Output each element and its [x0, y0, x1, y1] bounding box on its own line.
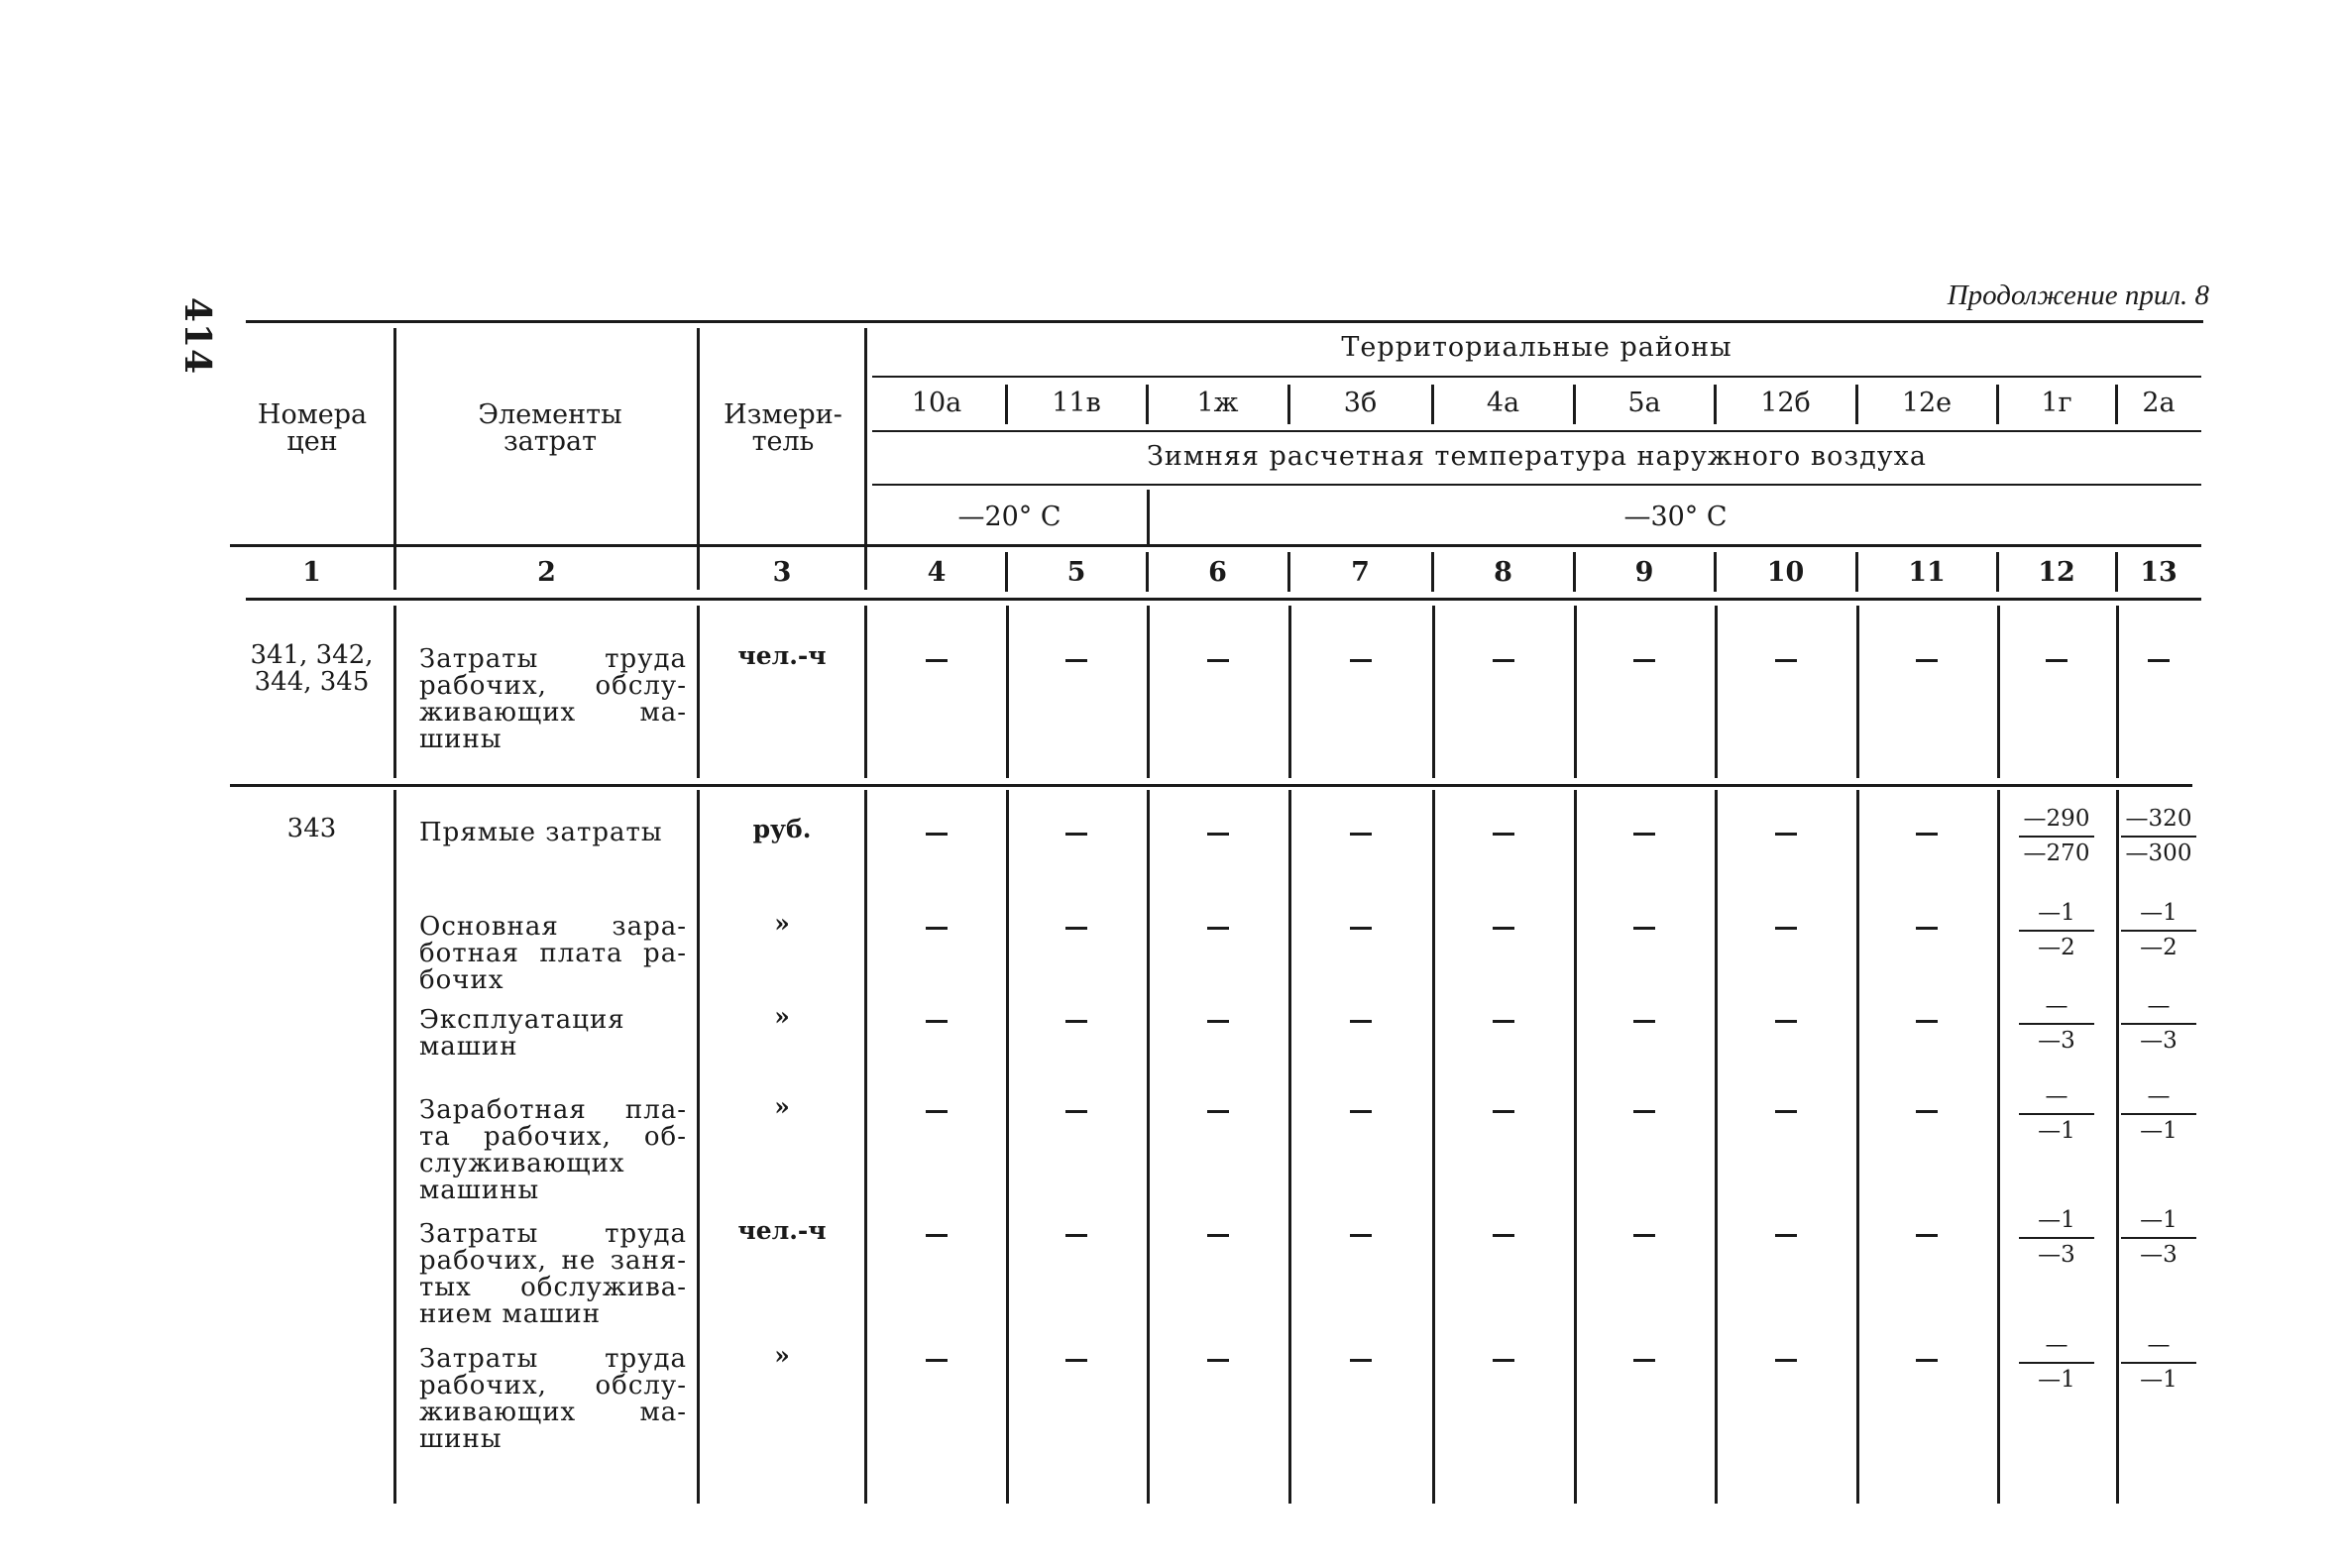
body-vrule — [1288, 606, 1291, 778]
column-number: 9 — [1634, 557, 1654, 588]
value-dash — [1916, 659, 1938, 662]
value-dash — [926, 833, 948, 836]
fraction-bar — [2121, 930, 2196, 932]
body-vrule — [864, 606, 867, 778]
value-dash — [1207, 927, 1229, 930]
value-dash — [1916, 1110, 1938, 1113]
fraction-top: —1 — [2140, 900, 2178, 926]
value-dash — [1633, 1359, 1655, 1362]
body-vrule — [864, 790, 867, 1504]
price-number — [230, 816, 393, 842]
body-vrule — [1997, 606, 2000, 778]
value-dash — [1065, 659, 1087, 662]
value-dash — [1633, 1110, 1655, 1113]
value-dash — [1493, 1359, 1514, 1362]
unit: чел.-ч — [737, 1216, 827, 1245]
unit: » — [774, 1092, 790, 1121]
value-fraction — [2019, 1332, 2094, 1394]
unit: руб. — [752, 815, 812, 843]
unit: » — [774, 1002, 790, 1031]
fraction-bar — [2019, 1023, 2094, 1025]
value-fraction — [2019, 993, 2094, 1055]
district-label: 1г — [2041, 388, 2072, 418]
value-dash — [1065, 1359, 1087, 1362]
cost-element-line: Затраты труда — [419, 1219, 687, 1249]
value-dash — [2046, 659, 2067, 662]
unit: » — [774, 1341, 790, 1370]
temp-minus30: —30° С — [1623, 502, 1728, 532]
unit: » — [774, 909, 790, 938]
value-dash — [926, 927, 948, 930]
body-vrule — [1006, 606, 1009, 778]
fraction-bar — [2121, 1023, 2196, 1025]
value-dash — [1350, 659, 1372, 662]
value-dash — [1350, 1234, 1372, 1237]
temp-minus20: —20° С — [957, 502, 1061, 532]
fraction-top: —1 — [2038, 900, 2075, 926]
cost-element-line: рабочих, обслу- — [419, 1371, 687, 1400]
value-dash — [1493, 659, 1514, 662]
fraction-bottom: —1 — [2140, 1118, 2178, 1144]
fraction-bottom: —1 — [2038, 1118, 2075, 1144]
fraction-bar — [2121, 1113, 2196, 1115]
value-dash — [1916, 1359, 1938, 1362]
price-number-line: 344, 345 — [254, 667, 370, 697]
value-dash — [1350, 833, 1372, 836]
value-dash — [1207, 1359, 1229, 1362]
body-vrule — [1856, 606, 1859, 778]
value-dash — [1916, 1234, 1938, 1237]
fraction-bar — [2019, 1237, 2094, 1239]
column-number: 1 — [302, 557, 321, 588]
body-vrule — [1574, 606, 1577, 778]
value-dash — [1775, 833, 1797, 836]
body-vrule — [2116, 790, 2119, 1504]
value-dash — [1350, 1020, 1372, 1023]
value-dash — [926, 1020, 948, 1023]
value-dash — [1065, 1110, 1087, 1113]
vrule-col3 — [864, 328, 867, 590]
column-number: 2 — [537, 557, 556, 588]
rule-group-separator — [230, 784, 2192, 787]
value-dash — [1065, 833, 1087, 836]
column-number: 12 — [2038, 557, 2075, 588]
column-number: 4 — [927, 557, 947, 588]
cost-element — [419, 1097, 687, 1204]
vrule-col2 — [697, 328, 700, 590]
body-vrule — [1997, 790, 2000, 1504]
value-dash — [2148, 659, 2170, 662]
value-dash — [1633, 1234, 1655, 1237]
value-dash — [1775, 1020, 1797, 1023]
value-dash — [1493, 1234, 1514, 1237]
cost-element-line: тых обслужива- — [419, 1273, 687, 1302]
fraction-bottom: —3 — [2140, 1242, 2178, 1268]
district-label: 4а — [1486, 388, 1520, 418]
rule-top — [246, 320, 2203, 323]
value-dash — [1207, 1110, 1229, 1113]
value-dash — [1775, 659, 1797, 662]
header-col1: Номера цен — [257, 399, 368, 457]
fraction-top: — — [2147, 1332, 2171, 1358]
value-dash — [926, 659, 948, 662]
cost-element — [419, 1221, 687, 1328]
body-vrule — [1288, 790, 1291, 1504]
value-dash — [1207, 833, 1229, 836]
value-dash — [926, 1234, 948, 1237]
body-vrule — [1432, 606, 1435, 778]
value-fraction — [2121, 1332, 2196, 1394]
value-dash — [1350, 927, 1372, 930]
cost-element-line: рабочих, не заня- — [419, 1246, 687, 1276]
column-number: 11 — [1908, 557, 1946, 588]
cost-element — [419, 914, 687, 994]
cost-element-line: нием машин — [419, 1299, 602, 1329]
header-col3: Измери- тель — [724, 399, 842, 457]
value-dash — [1493, 1110, 1514, 1113]
column-number: 3 — [772, 557, 792, 588]
column-number: 10 — [1766, 557, 1805, 588]
fraction-bar — [2121, 1362, 2196, 1364]
fraction-top: — — [2045, 1332, 2068, 1358]
cost-element-line: Заработная пла- — [419, 1095, 687, 1125]
cost-element-line: Затраты труда — [419, 1344, 687, 1374]
column-number: 6 — [1208, 557, 1227, 588]
body-vrule — [1432, 790, 1435, 1504]
district-label: 10а — [911, 388, 962, 418]
district-label: 3б — [1343, 388, 1378, 418]
column-number: 5 — [1066, 557, 1086, 588]
rule-districts — [872, 430, 2201, 432]
cost-element-line: шины — [419, 725, 503, 754]
value-dash — [1775, 1110, 1797, 1113]
body-vrule — [1147, 606, 1150, 778]
value-dash — [1633, 927, 1655, 930]
fraction-top: —1 — [2038, 1207, 2075, 1233]
district-label: 1ж — [1196, 388, 1239, 418]
value-dash — [1065, 927, 1087, 930]
body-vrule — [1715, 606, 1718, 778]
cost-element — [419, 646, 687, 753]
cost-element — [419, 1346, 687, 1453]
cost-element-line: машины — [419, 1176, 540, 1205]
value-fraction — [2019, 1207, 2094, 1269]
price-number — [230, 642, 393, 696]
rule-header-bottom — [230, 544, 2201, 547]
value-dash — [1065, 1020, 1087, 1023]
cost-element-line: машин — [419, 1032, 518, 1062]
value-dash — [1916, 927, 1938, 930]
value-fraction — [2121, 1083, 2196, 1145]
value-dash — [1207, 1234, 1229, 1237]
body-vrule — [1574, 790, 1577, 1504]
cost-element-line: бочих — [419, 965, 504, 995]
rule-territorial — [872, 376, 2201, 378]
column-number: 13 — [2140, 557, 2178, 588]
cost-element-line: живающих ма- — [419, 1398, 687, 1427]
territorial-districts-title: Территориальные районы — [1341, 332, 1732, 363]
body-vrule — [697, 790, 700, 1504]
unit: чел.-ч — [737, 641, 827, 670]
value-fraction — [2019, 1083, 2094, 1145]
value-dash — [1493, 927, 1514, 930]
value-dash — [926, 1359, 948, 1362]
body-vrule — [1006, 790, 1009, 1504]
fraction-bottom: —300 — [2125, 840, 2192, 866]
value-dash — [1916, 1020, 1938, 1023]
body-vrule — [697, 606, 700, 778]
fraction-bottom: —3 — [2038, 1028, 2075, 1054]
value-fraction — [2121, 1207, 2196, 1269]
fraction-bottom: —1 — [2140, 1367, 2178, 1393]
rule-temp — [872, 484, 2201, 486]
fraction-bar — [2019, 1362, 2094, 1364]
fraction-bottom: —270 — [2023, 840, 2090, 866]
body-vrule — [1856, 790, 1859, 1504]
district-label: 11в — [1052, 388, 1101, 418]
header-col2: Элементы затрат — [478, 399, 622, 457]
fraction-top: — — [2045, 1083, 2068, 1109]
value-dash — [926, 1110, 948, 1113]
fraction-bottom: —1 — [2038, 1367, 2075, 1393]
cost-element-line: Основная зара- — [419, 912, 687, 942]
value-dash — [1775, 927, 1797, 930]
value-fraction — [2019, 806, 2094, 867]
cost-element-line: Затраты труда — [419, 644, 687, 674]
value-fraction — [2019, 900, 2094, 961]
value-dash — [1916, 833, 1938, 836]
value-fraction — [2121, 806, 2196, 867]
value-dash — [1493, 1020, 1514, 1023]
column-number: 7 — [1351, 557, 1370, 588]
value-dash — [1775, 1359, 1797, 1362]
fraction-top: —290 — [2023, 806, 2090, 832]
fraction-top: —320 — [2125, 806, 2192, 832]
cost-element — [419, 820, 687, 846]
price-number-line: 343 — [286, 814, 337, 843]
fraction-bar — [2019, 930, 2094, 932]
fraction-bar — [2121, 1237, 2196, 1239]
fraction-bar — [2019, 836, 2094, 838]
value-fraction — [2121, 900, 2196, 961]
value-dash — [1065, 1234, 1087, 1237]
value-dash — [1493, 833, 1514, 836]
body-vrule — [2116, 606, 2119, 778]
value-dash — [1633, 1020, 1655, 1023]
cost-element-line: Прямые затраты — [419, 818, 663, 847]
district-label: 2а — [2142, 388, 2176, 418]
fraction-bar — [2019, 1113, 2094, 1115]
cost-element-line: шины — [419, 1424, 503, 1454]
value-fraction — [2121, 993, 2196, 1055]
body-vrule — [1715, 790, 1718, 1504]
value-dash — [1775, 1234, 1797, 1237]
value-dash — [1207, 1020, 1229, 1023]
fraction-top: — — [2045, 993, 2068, 1019]
cost-element-line: живающих ма- — [419, 698, 687, 728]
rule-col-numbers — [246, 598, 2201, 601]
continuation-note: Продолжение прил. 8 — [1947, 280, 2209, 311]
fraction-bottom: —2 — [2038, 935, 2075, 960]
district-label: 12б — [1760, 388, 1811, 418]
cost-element-line: Эксплуатация — [419, 1005, 625, 1035]
column-number: 8 — [1494, 557, 1512, 588]
value-dash — [1633, 833, 1655, 836]
fraction-top: — — [2147, 993, 2171, 1019]
fraction-top: — — [2147, 1083, 2171, 1109]
cost-element-line: служивающих — [419, 1149, 625, 1178]
cost-element-line: ботная плата ра- — [419, 939, 687, 968]
page-number: 414 — [176, 296, 219, 376]
fraction-top: —1 — [2140, 1207, 2178, 1233]
cost-element-line: рабочих, обслу- — [419, 671, 687, 701]
fraction-bottom: —3 — [2038, 1242, 2075, 1268]
body-vrule — [393, 790, 396, 1504]
district-label: 5а — [1627, 388, 1661, 418]
value-dash — [1207, 659, 1229, 662]
body-vrule — [1147, 790, 1150, 1504]
value-dash — [1350, 1110, 1372, 1113]
value-dash — [1350, 1359, 1372, 1362]
district-label: 12е — [1901, 388, 1953, 418]
fraction-bottom: —3 — [2140, 1028, 2178, 1054]
cost-element-line: та рабочих, об- — [419, 1122, 687, 1152]
fraction-bar — [2121, 836, 2196, 838]
cost-element — [419, 1007, 687, 1061]
price-number-line: 341, 342, — [250, 640, 374, 670]
fraction-bottom: —2 — [2140, 935, 2178, 960]
vrule-col1 — [393, 328, 396, 590]
body-vrule — [393, 606, 396, 778]
winter-temp-title: Зимняя расчетная температура наружного воздуха — [1147, 441, 1927, 472]
value-dash — [1633, 659, 1655, 662]
